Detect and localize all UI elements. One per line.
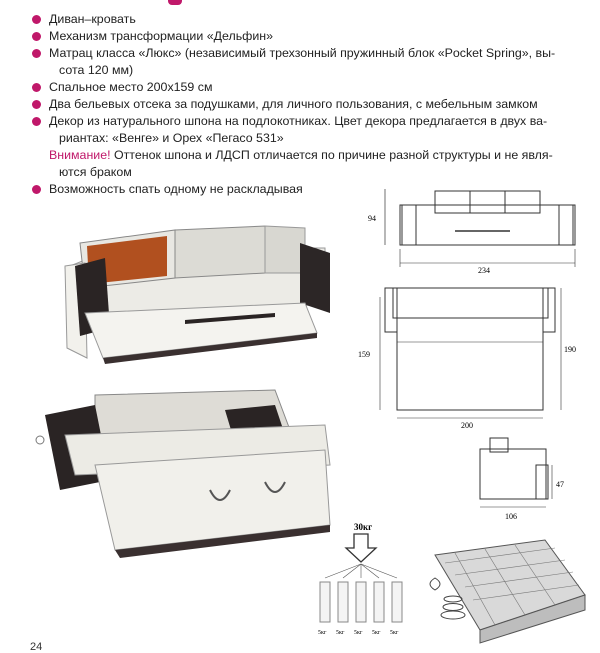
feature-text: Механизм трансформации «Дельфин» bbox=[49, 29, 273, 43]
warning-label: Внимание! bbox=[49, 148, 111, 162]
bullet-icon bbox=[32, 49, 41, 58]
bullet-icon bbox=[32, 15, 41, 24]
spring-weight: 5кг bbox=[390, 630, 399, 636]
side-height-label: 47 bbox=[556, 480, 564, 489]
page-number: 24 bbox=[30, 641, 43, 653]
feature-item bbox=[32, 11, 572, 28]
pocket-spring-block-image bbox=[425, 535, 590, 645]
feature-text: Возможность спать одному не раскладывая bbox=[49, 182, 303, 196]
spring-weight: 5кг bbox=[372, 630, 381, 636]
bed-total-label: 190 bbox=[564, 345, 576, 354]
top-view-drawing bbox=[355, 282, 585, 432]
warning-text-continued: ются браком bbox=[59, 165, 132, 179]
feature-text: Матрац класса «Люкс» (независимый трехзонный пружинный блок «Pocket Spring», вы- bbox=[49, 46, 556, 60]
warning-note bbox=[32, 147, 572, 181]
top-accent-mark bbox=[168, 0, 182, 5]
feature-text: Спальное место 200х159 см bbox=[49, 80, 213, 94]
sofa-photo-open bbox=[25, 380, 345, 560]
feature-item bbox=[32, 28, 572, 45]
bullet-icon bbox=[32, 117, 41, 126]
bullet-icon bbox=[32, 100, 41, 109]
bullet-icon bbox=[32, 83, 41, 92]
bed-length-label: 159 bbox=[358, 350, 370, 359]
feature-item bbox=[32, 96, 572, 113]
feature-text-continued: сота 120 мм) bbox=[59, 63, 134, 77]
feature-text: Два бельевых отсека за подушками, для личного пользования, с мебельным замком bbox=[49, 97, 538, 111]
front-width-label: 234 bbox=[478, 266, 490, 275]
bullet-icon bbox=[32, 185, 41, 194]
feature-item bbox=[32, 113, 572, 147]
side-depth-label: 106 bbox=[505, 512, 517, 521]
feature-item bbox=[32, 45, 572, 79]
front-view-drawing bbox=[360, 185, 585, 275]
feature-list bbox=[32, 11, 572, 198]
spring-weight: 5кг bbox=[318, 630, 327, 636]
bed-width-label: 200 bbox=[461, 421, 473, 430]
weight-label: 30кг bbox=[354, 522, 373, 532]
front-height-label: 94 bbox=[368, 214, 376, 223]
warning-text: Оттенок шпона и ЛДСП отличается по причине разной структуры и не явля- bbox=[110, 148, 553, 162]
feature-text: Декор из натурального шпона на подлокотниках. Цвет декора предлагается в двух ва- bbox=[49, 114, 548, 128]
weight-distribution-diagram bbox=[310, 520, 420, 645]
bullet-icon bbox=[32, 32, 41, 41]
spring-weight: 5кг bbox=[354, 630, 363, 636]
side-view-drawing bbox=[470, 435, 580, 525]
sofa-photo-closed bbox=[55, 218, 335, 368]
spring-weight: 5кг bbox=[336, 630, 345, 636]
feature-item bbox=[32, 79, 572, 96]
feature-text-continued: риантах: «Венге» и Орех «Пегасо 531» bbox=[59, 131, 284, 145]
feature-text: Диван–кровать bbox=[49, 12, 136, 26]
